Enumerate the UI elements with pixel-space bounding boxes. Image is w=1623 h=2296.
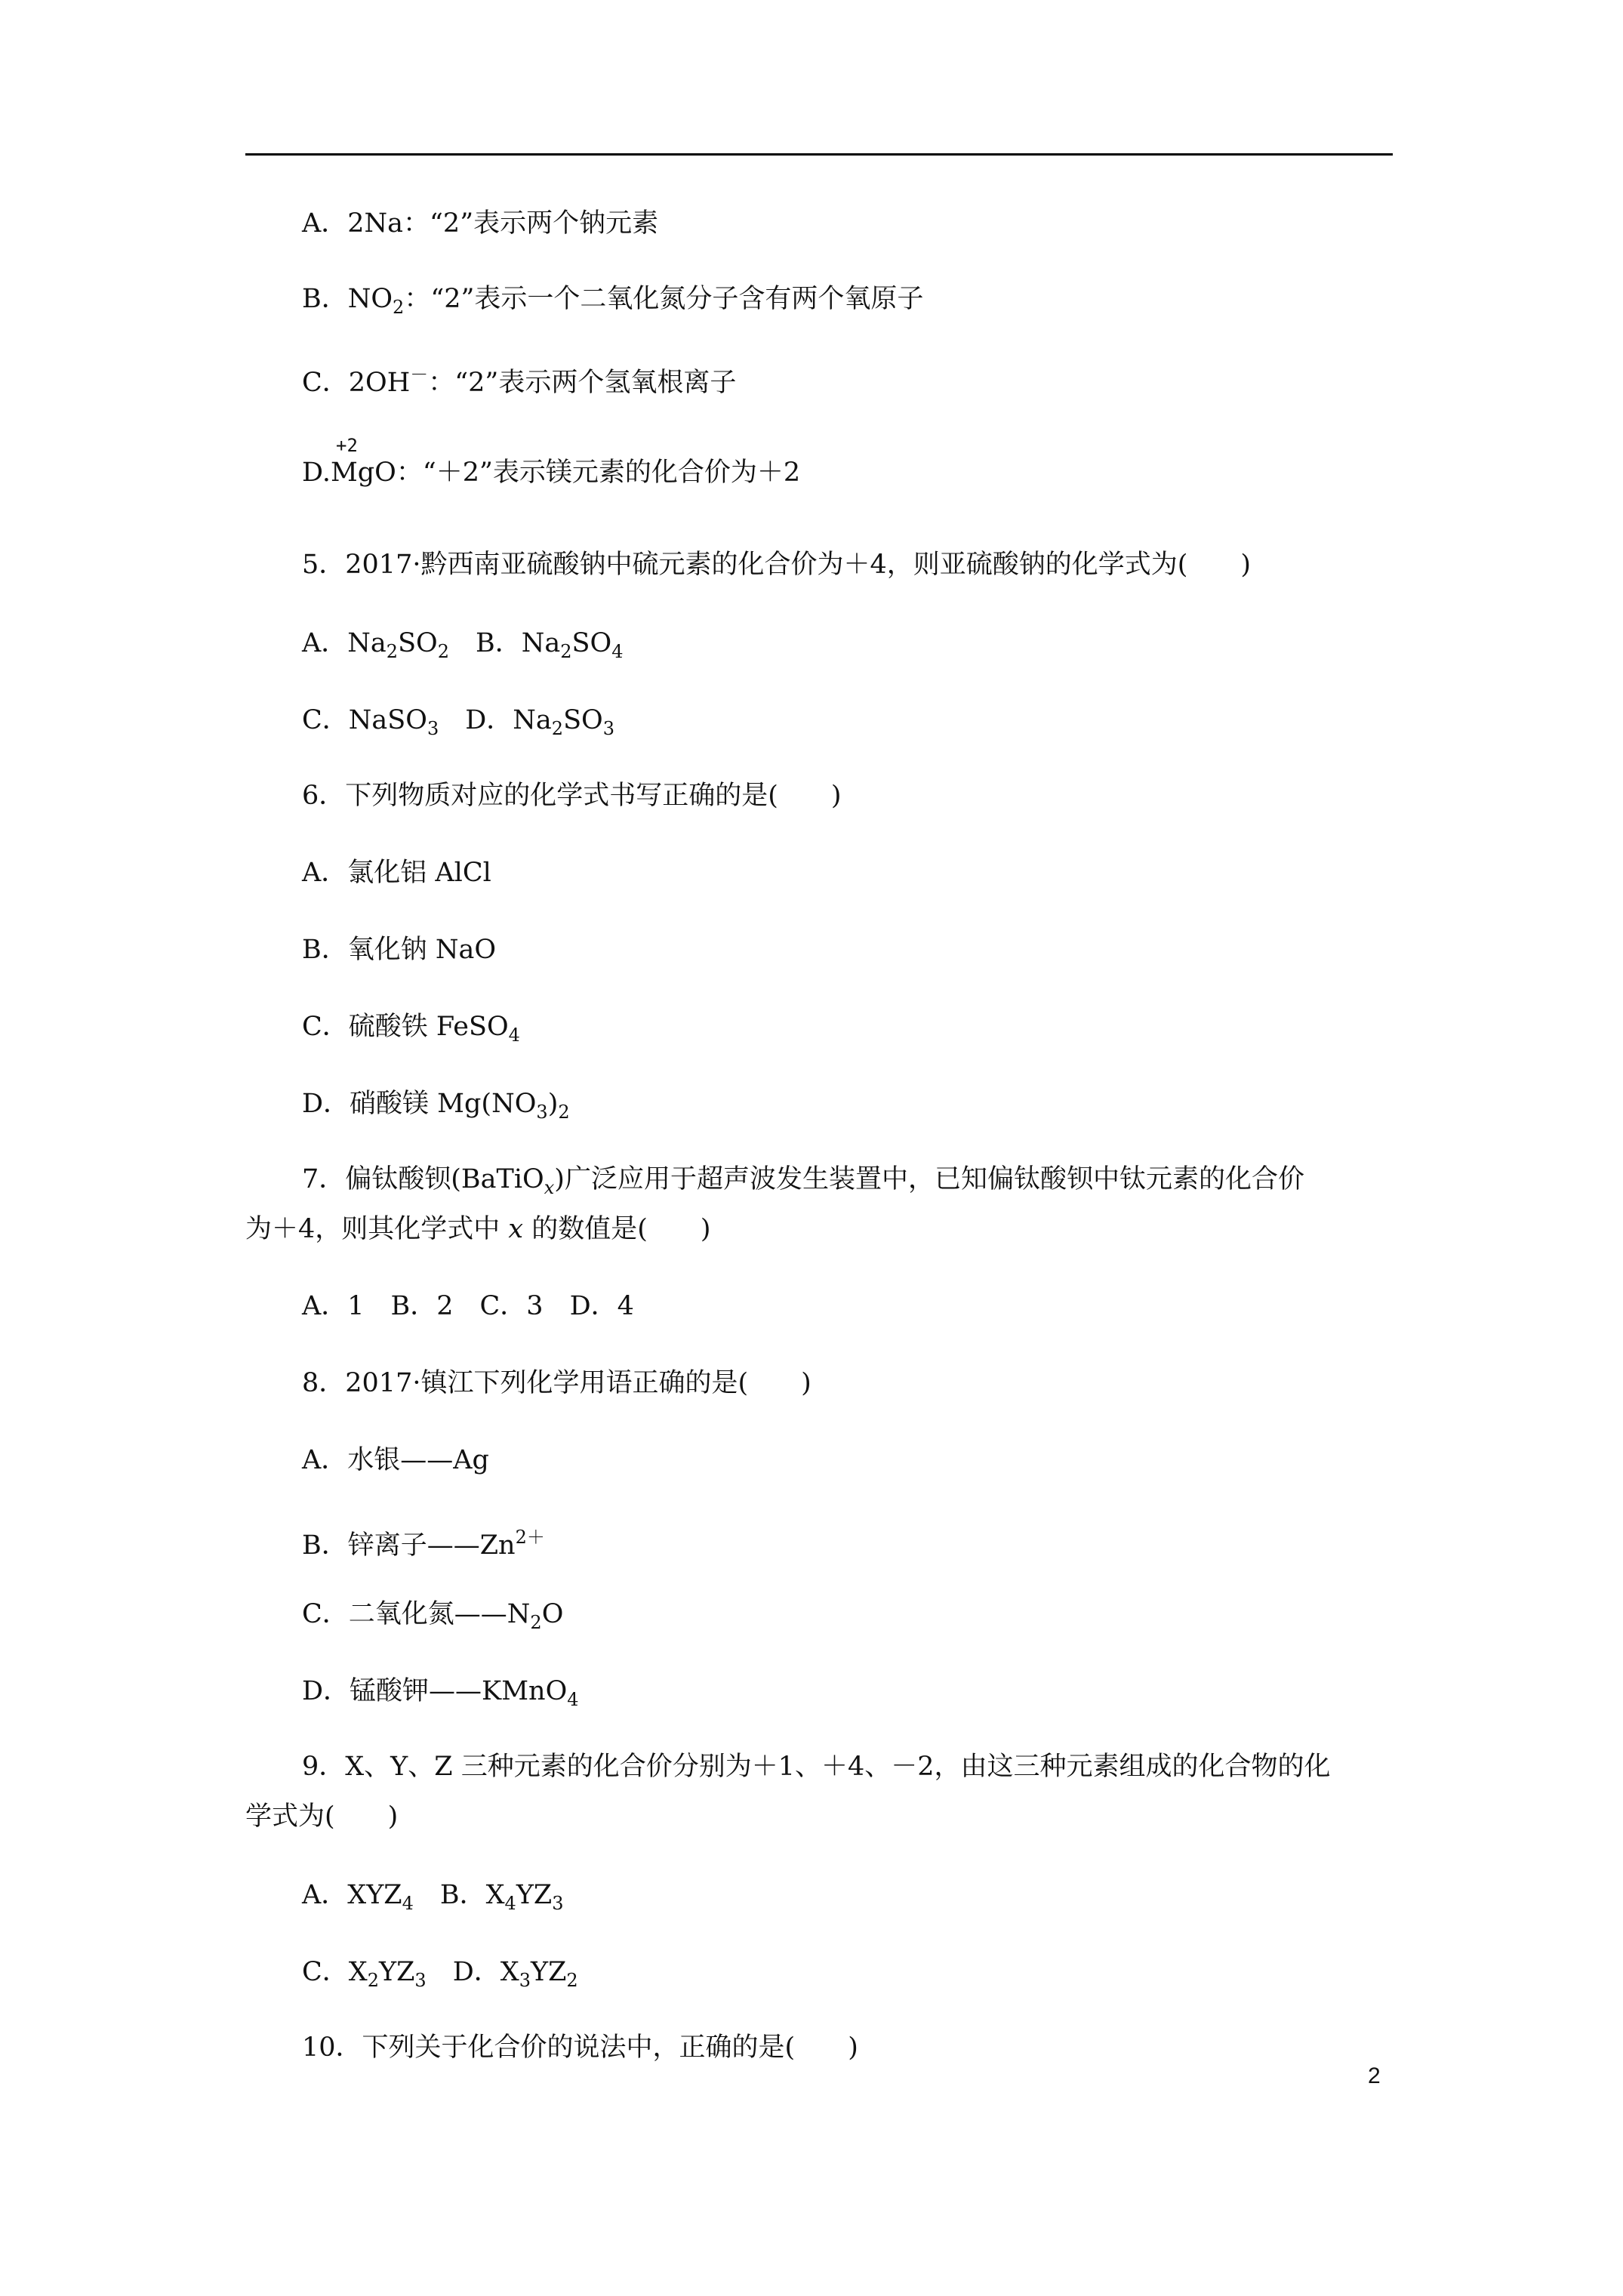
- q4-option-d: D.MgO：“＋2”表示镁元素的化合价为＋2: [302, 458, 801, 488]
- q7-stem-line2: 为＋4，则其化学式中 x 的数值是( ): [245, 1214, 711, 1244]
- header-rule: [245, 153, 1393, 156]
- q6-option-c: C．硫酸铁 FeSO$_4$: [302, 1012, 520, 1046]
- q5-stem: 5．2017·黔西南亚硫酸钠中硫元素的化合价为＋4，则亚硫酸钠的化学式为( ): [302, 550, 1252, 580]
- q6-stem: 6．下列物质对应的化学式书写正确的是( ): [302, 781, 842, 811]
- q4-option-c: C．2OH－：“2”表示两个氢氧根离子: [302, 364, 737, 398]
- q4-option-d-valence-mark: +2: [336, 435, 358, 456]
- q7-stem-line1: 7．偏钛酸钡(BaTiO$_x$)广泛应用于超声波发生装置中，已知偏钛酸钡中钛元素的化合价: [302, 1164, 1304, 1198]
- q4-option-a: A．2Na：“2”表示两个钠元素: [302, 208, 659, 239]
- q5-options-cd: C．NaSO$_3$ D．$Na_2SO_3$: [302, 705, 615, 739]
- q8-option-a: A．水银——Ag: [302, 1445, 489, 1475]
- q6-option-a: A．氯化铝 AlCl: [302, 858, 491, 888]
- q8-option-d: D．锰酸钾——KMnO$_4$: [302, 1676, 579, 1710]
- q7-options: A．1 B．2 C．3 D．4: [302, 1291, 634, 1321]
- q8-option-c: C．二氧化氮$——N_2O$: [302, 1599, 564, 1633]
- q9-options-ab: A．$XYZ_4$ B．$X_4YZ_3$: [302, 1880, 564, 1914]
- q10-stem: 10．下列关于化合价的说法中，正确的是( ): [302, 2032, 858, 2063]
- q6-option-b: B．氧化钠 NaO: [302, 935, 497, 965]
- page-number: 2: [1368, 2063, 1381, 2088]
- q8-stem: 8．2017·镇江下列化学用语正确的是( ): [302, 1368, 812, 1398]
- q6-option-d: D．硝酸镁 $Mg(NO_3)_2$: [302, 1089, 570, 1123]
- q9-options-cd: C．$X_2YZ_3$ D．$X_3YZ_2$: [302, 1957, 578, 1991]
- q4-option-b: B．$NO_2$：“2”表示一个二氧化氮分子含有两个氧原子: [302, 284, 924, 318]
- q9-stem-line2: 学式为( ): [245, 1801, 399, 1832]
- q9-stem-line1: 9．X、Y、Z 三种元素的化合价分别为＋1、＋4、－2，由这三种元素组成的化合物的化: [302, 1752, 1331, 1782]
- q8-option-b: B．锌离子$——Zn^{2+}$: [302, 1527, 545, 1561]
- q5-options-ab: A．$Na_2SO_2$ B．$Na_2SO_4$: [302, 628, 624, 662]
